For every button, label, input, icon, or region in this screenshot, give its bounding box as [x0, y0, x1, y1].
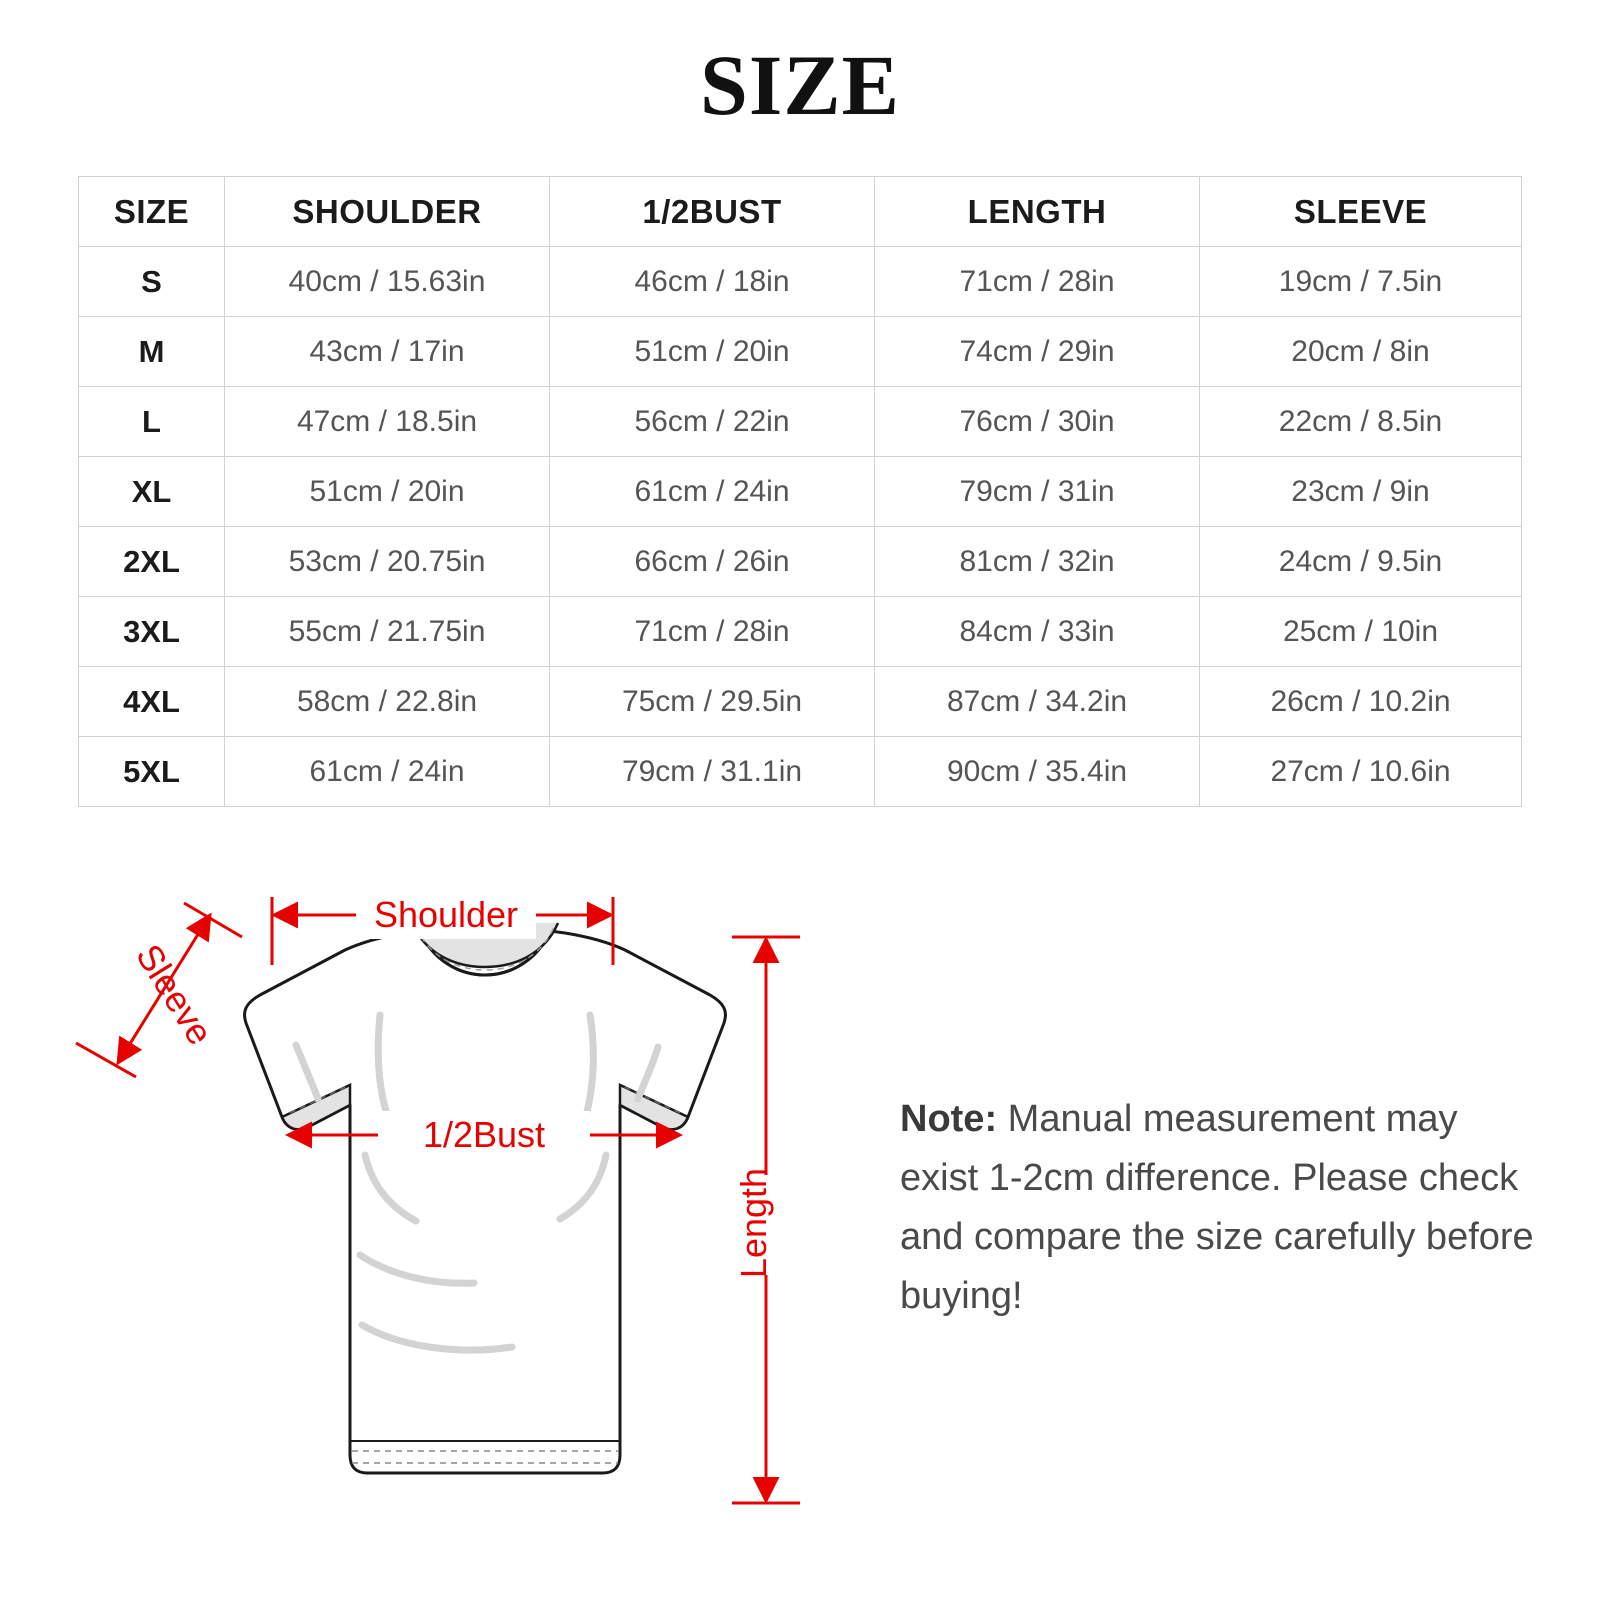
- table-row: [79, 737, 1522, 807]
- note-label: Note:: [900, 1098, 998, 1140]
- cell-length: 81cm / 32in: [875, 527, 1200, 597]
- cell-sleeve: 19cm / 7.5in: [1200, 247, 1522, 317]
- cell-sleeve: 27cm / 10.6in: [1200, 737, 1522, 807]
- cell-size: S: [79, 247, 225, 317]
- cell-shoulder: 51cm / 20in: [225, 457, 550, 527]
- cell-sleeve: 25cm / 10in: [1200, 597, 1522, 667]
- column-header-bust: 1/2BUST: [550, 177, 875, 247]
- note-text: Manual measurement may exist 1-2cm difference. Please check and compare the size carefully before buying!: [900, 1098, 1534, 1317]
- cell-length: 90cm / 35.4in: [875, 737, 1200, 807]
- cell-length: 87cm / 34.2in: [875, 667, 1200, 737]
- table-header-row: [79, 177, 1522, 247]
- table-row: [79, 387, 1522, 457]
- cell-bust: 66cm / 26in: [550, 527, 875, 597]
- cell-bust: 71cm / 28in: [550, 597, 875, 667]
- table-row: [79, 667, 1522, 737]
- size-chart-table: [78, 176, 1522, 807]
- cell-bust: 79cm / 31.1in: [550, 737, 875, 807]
- length-dimension: [724, 937, 808, 1503]
- page-title: SIZE: [699, 37, 901, 133]
- table-row: [79, 597, 1522, 667]
- cell-sleeve: 22cm / 8.5in: [1200, 387, 1522, 457]
- note-block: [900, 1090, 1540, 1326]
- cell-length: 74cm / 29in: [875, 317, 1200, 387]
- table-row: [79, 457, 1522, 527]
- table-row: [79, 317, 1522, 387]
- cell-shoulder: 61cm / 24in: [225, 737, 550, 807]
- cell-sleeve: 24cm / 9.5in: [1200, 527, 1522, 597]
- sleeve-label: Sleeve: [128, 936, 222, 1052]
- column-header-length: LENGTH: [875, 177, 1200, 247]
- cell-shoulder: 58cm / 22.8in: [225, 667, 550, 737]
- cell-length: 79cm / 31in: [875, 457, 1200, 527]
- column-header-size: SIZE: [79, 177, 225, 247]
- cell-shoulder: 55cm / 21.75in: [225, 597, 550, 667]
- cell-size: 4XL: [79, 667, 225, 737]
- tshirt-outline: [245, 923, 726, 1473]
- cell-shoulder: 43cm / 17in: [225, 317, 550, 387]
- cell-size: L: [79, 387, 225, 457]
- cell-length: 84cm / 33in: [875, 597, 1200, 667]
- shoulder-label: Shoulder: [373, 894, 519, 935]
- cell-shoulder: 47cm / 18.5in: [225, 387, 550, 457]
- cell-sleeve: 23cm / 9in: [1200, 457, 1522, 527]
- cell-size: XL: [79, 457, 225, 527]
- cell-shoulder: 53cm / 20.75in: [225, 527, 550, 597]
- tshirt-measurement-diagram: [60, 855, 880, 1555]
- cell-sleeve: 26cm / 10.2in: [1200, 667, 1522, 737]
- column-header-sleeve: SLEEVE: [1200, 177, 1522, 247]
- cell-bust: 51cm / 20in: [550, 317, 875, 387]
- cell-bust: 56cm / 22in: [550, 387, 875, 457]
- cell-bust: 75cm / 29.5in: [550, 667, 875, 737]
- cell-length: 76cm / 30in: [875, 387, 1200, 457]
- cell-size: 5XL: [79, 737, 225, 807]
- cell-shoulder: 40cm / 15.63in: [225, 247, 550, 317]
- table-row: [79, 527, 1522, 597]
- cell-size: 3XL: [79, 597, 225, 667]
- cell-bust: 46cm / 18in: [550, 247, 875, 317]
- length-label: Length: [733, 1167, 774, 1279]
- cell-sleeve: 20cm / 8in: [1200, 317, 1522, 387]
- cell-size: 2XL: [79, 527, 225, 597]
- cell-bust: 61cm / 24in: [550, 457, 875, 527]
- column-header-shoulder: SHOULDER: [225, 177, 550, 247]
- sleeve-dimension: [76, 903, 242, 1077]
- cell-size: M: [79, 317, 225, 387]
- cell-length: 71cm / 28in: [875, 247, 1200, 317]
- halfbust-label: 1/2Bust: [422, 1114, 546, 1155]
- table-row: [79, 247, 1522, 317]
